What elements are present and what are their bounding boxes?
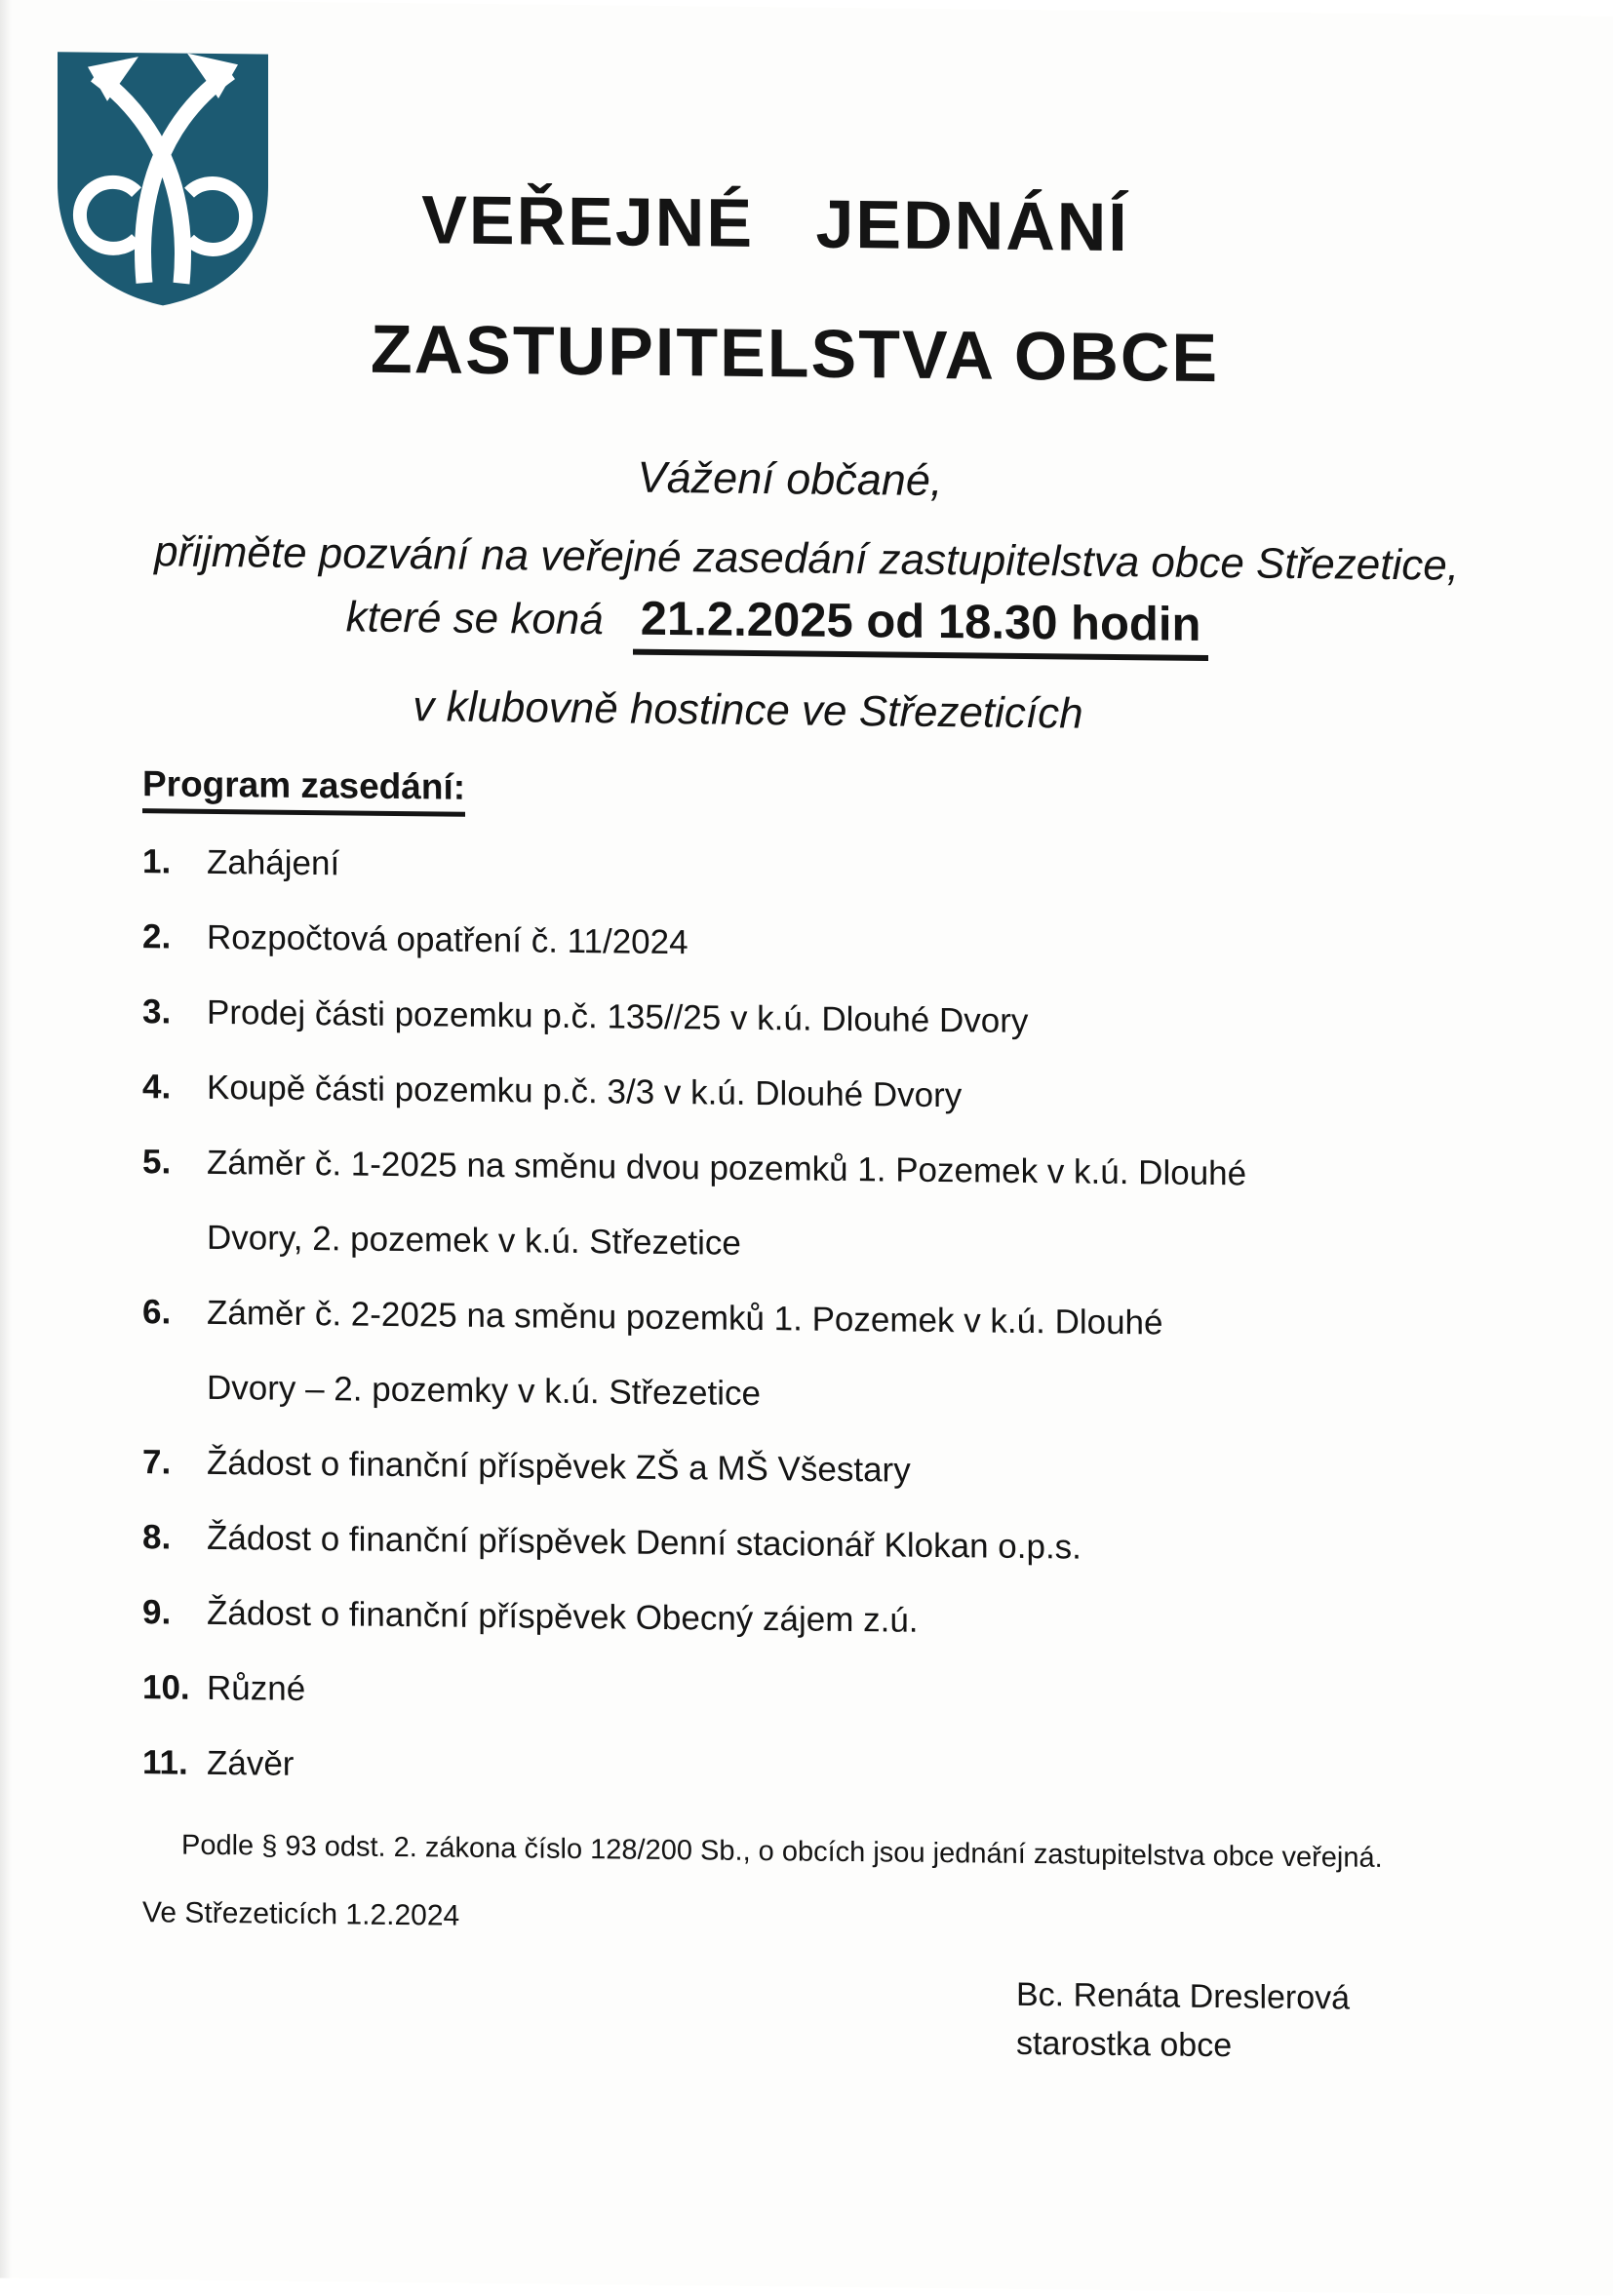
agenda-item-line: Různé xyxy=(207,1668,306,1708)
salutation: Vážení občané, xyxy=(637,451,943,506)
agenda-item-line: Koupě části pozemku p.č. 3/3 v k.ú. Dlouhé Dvory xyxy=(207,1068,963,1115)
agenda-item-8 xyxy=(142,1499,1246,1586)
meeting-venue: v klubovně hostince ve Střezeticích xyxy=(413,682,1083,738)
agenda-item-text xyxy=(207,825,339,901)
agenda-item-line: Dvory, 2. pozemek v k.ú. Střezetice xyxy=(207,1218,741,1263)
agenda-item-number: 7. xyxy=(142,1443,172,1482)
place-and-date: Ve Střezeticích 1.2.2024 xyxy=(142,1896,460,1932)
agenda-item-5 xyxy=(142,1124,1246,1286)
agenda-item-text xyxy=(207,1425,911,1508)
agenda-item-line: Žádost o finanční příspěvek Obecný zájem z.ú. xyxy=(207,1593,919,1640)
meeting-date-value: 21.2.2025 od 18.30 hodin xyxy=(633,593,1209,661)
meeting-date-line xyxy=(0,585,1613,657)
agenda-item-2 xyxy=(142,899,1246,986)
agenda-item-line: Žádost o finanční příspěvek Denní stacionář Klokan o.p.s. xyxy=(207,1518,1082,1567)
agenda-item-number: 5. xyxy=(142,1143,172,1182)
agenda-item-line: Zahájení xyxy=(207,842,340,883)
agenda-item-number: 2. xyxy=(142,917,172,956)
agenda-item-3 xyxy=(142,974,1246,1061)
meeting-date-prefix: které se koná xyxy=(345,593,604,644)
agenda-item-number: 1. xyxy=(142,842,172,881)
agenda-item-number: 11. xyxy=(142,1743,188,1782)
signature-block xyxy=(1016,1970,1350,2072)
agenda-item-line: Prodej části pozemku p.č. 135//25 v k.ú. Dlouhé Dvory xyxy=(207,992,1029,1041)
agenda-item-text xyxy=(207,1275,1162,1436)
agenda-item-number: 6. xyxy=(142,1293,172,1332)
notice-title-line1: VEŘEJNÉ JEDNÁNÍ xyxy=(421,181,1129,266)
agenda-item-4 xyxy=(142,1049,1246,1136)
signature-name: Bc. Renáta Dreslerová xyxy=(1016,1975,1351,2017)
agenda-item-11 xyxy=(142,1725,1246,1811)
agenda-item-7 xyxy=(142,1424,1246,1511)
agenda-item-text xyxy=(207,1500,1082,1585)
agenda-item-6 xyxy=(142,1274,1246,1436)
agenda-list xyxy=(142,824,1246,1811)
agenda-item-number: 9. xyxy=(142,1593,172,1632)
agenda-item-text xyxy=(207,1576,919,1658)
agenda-item-text xyxy=(207,1050,962,1133)
agenda-item-line: Záměr č. 2-2025 na směnu pozemků 1. Pozemek v k.ú. Dlouhé xyxy=(207,1293,1163,1343)
signature-role: starostka obce xyxy=(1016,2024,1233,2065)
agenda-item-line: Žádost o finanční příspěvek ZŠ a MŠ Všestary xyxy=(207,1443,911,1490)
agenda-item-number: 8. xyxy=(142,1518,172,1557)
agenda-item-text xyxy=(207,1125,1246,1287)
agenda-item-9 xyxy=(142,1575,1246,1661)
agenda-item-text xyxy=(207,1726,294,1802)
agenda-item-10 xyxy=(142,1650,1246,1736)
agenda-item-text xyxy=(207,900,688,980)
agenda-item-line: Záměr č. 1-2025 na směnu dvou pozemků 1. Pozemek v k.ú. Dlouhé xyxy=(207,1143,1247,1193)
agenda-item-line: Závěr xyxy=(207,1743,295,1783)
agenda-item-line: Rozpočtová opatření č. 11/2024 xyxy=(207,917,688,962)
agenda-item-number: 10. xyxy=(142,1668,190,1707)
invitation-line: přijměte pozvání na veřejné zasedání zastupitelstva obce Střezetice, xyxy=(154,527,1459,590)
agenda-item-number: 3. xyxy=(142,992,172,1031)
notice-title-line2: ZASTUPITELSTVA OBCE xyxy=(370,310,1220,397)
agenda-item-text xyxy=(207,1651,305,1727)
program-heading: Program zasedání: xyxy=(142,763,465,817)
agenda-item-line: Dvory – 2. pozemky v k.ú. Střezetice xyxy=(207,1368,761,1414)
legal-note: Podle § 93 odst. 2. zákona číslo 128/200 Sb., o obcích jsou jednání zastupitelstva obce veřejná. xyxy=(181,1829,1383,1874)
agenda-item-number: 4. xyxy=(142,1068,172,1107)
agenda-item-text xyxy=(207,975,1028,1059)
agenda-item-1 xyxy=(142,824,1246,911)
